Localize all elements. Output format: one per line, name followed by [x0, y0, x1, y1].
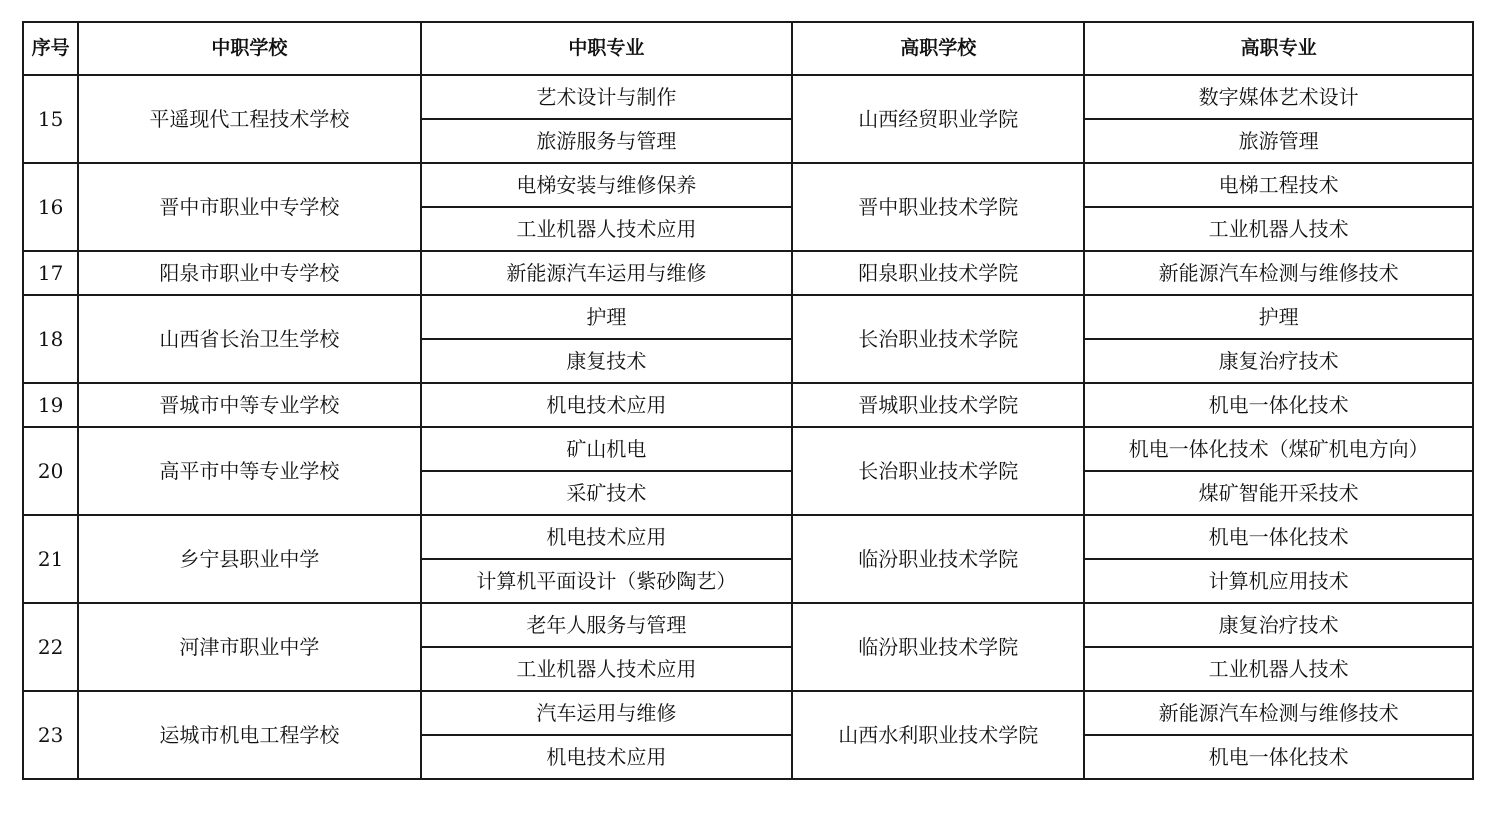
middle-school-cell: 乡宁县职业中学	[78, 515, 420, 603]
middle-school-cell: 高平市中等专业学校	[78, 427, 420, 515]
higher-school-cell: 长治职业技术学院	[792, 427, 1084, 515]
higher-school-cell: 长治职业技术学院	[792, 295, 1084, 383]
table-row	[23, 515, 1473, 559]
middle-major-cell: 机电技术应用	[421, 735, 793, 779]
middle-major-cell: 康复技术	[421, 339, 793, 383]
middle-school-cell: 山西省长治卫生学校	[78, 295, 420, 383]
middle-major-cell: 艺术设计与制作	[421, 75, 793, 119]
higher-school-cell: 阳泉职业技术学院	[792, 251, 1084, 295]
serial-no-cell: 15	[23, 75, 78, 163]
serial-no-cell: 18	[23, 295, 78, 383]
table-body	[23, 75, 1473, 779]
middle-major-cell: 工业机器人技术应用	[421, 207, 793, 251]
middle-school-cell: 平遥现代工程技术学校	[78, 75, 420, 163]
middle-school-cell: 晋城市中等专业学校	[78, 383, 420, 427]
header-middle-major: 中职专业	[421, 22, 793, 75]
middle-major-cell: 采矿技术	[421, 471, 793, 515]
header-higher-school: 高职学校	[792, 22, 1084, 75]
middle-major-cell: 机电技术应用	[421, 515, 793, 559]
serial-no-cell: 23	[23, 691, 78, 779]
higher-major-cell: 工业机器人技术	[1084, 207, 1473, 251]
middle-major-cell: 电梯安装与维修保养	[421, 163, 793, 207]
header-higher-major: 高职专业	[1084, 22, 1473, 75]
table-row	[23, 251, 1473, 295]
middle-major-cell: 计算机平面设计（紫砂陶艺）	[421, 559, 793, 603]
middle-major-cell: 护理	[421, 295, 793, 339]
middle-major-cell: 老年人服务与管理	[421, 603, 793, 647]
serial-no-cell: 22	[23, 603, 78, 691]
table-row	[23, 383, 1473, 427]
middle-major-cell: 矿山机电	[421, 427, 793, 471]
middle-school-cell: 运城市机电工程学校	[78, 691, 420, 779]
school-major-table	[22, 21, 1474, 780]
higher-major-cell: 新能源汽车检测与维修技术	[1084, 691, 1473, 735]
higher-major-cell: 煤矿智能开采技术	[1084, 471, 1473, 515]
higher-major-cell: 旅游管理	[1084, 119, 1473, 163]
higher-major-cell: 新能源汽车检测与维修技术	[1084, 251, 1473, 295]
table-row	[23, 75, 1473, 119]
table-row	[23, 691, 1473, 735]
higher-major-cell: 工业机器人技术	[1084, 647, 1473, 691]
middle-major-cell: 工业机器人技术应用	[421, 647, 793, 691]
higher-major-cell: 机电一体化技术	[1084, 515, 1473, 559]
header-serial-no: 序号	[23, 22, 78, 75]
middle-major-cell: 旅游服务与管理	[421, 119, 793, 163]
higher-school-cell: 山西经贸职业学院	[792, 75, 1084, 163]
middle-school-cell: 晋中市职业中专学校	[78, 163, 420, 251]
serial-no-cell: 16	[23, 163, 78, 251]
higher-major-cell: 机电一体化技术	[1084, 383, 1473, 427]
middle-major-cell: 机电技术应用	[421, 383, 793, 427]
higher-school-cell: 临汾职业技术学院	[792, 515, 1084, 603]
higher-major-cell: 计算机应用技术	[1084, 559, 1473, 603]
higher-major-cell: 机电一体化技术	[1084, 735, 1473, 779]
higher-major-cell: 康复治疗技术	[1084, 339, 1473, 383]
table-row	[23, 163, 1473, 207]
serial-no-cell: 20	[23, 427, 78, 515]
table-row	[23, 427, 1473, 471]
higher-major-cell: 数字媒体艺术设计	[1084, 75, 1473, 119]
higher-major-cell: 护理	[1084, 295, 1473, 339]
higher-school-cell: 晋城职业技术学院	[792, 383, 1084, 427]
middle-school-cell: 河津市职业中学	[78, 603, 420, 691]
header-middle-school: 中职学校	[78, 22, 420, 75]
higher-school-cell: 临汾职业技术学院	[792, 603, 1084, 691]
serial-no-cell: 21	[23, 515, 78, 603]
serial-no-cell: 19	[23, 383, 78, 427]
higher-major-cell: 康复治疗技术	[1084, 603, 1473, 647]
serial-no-cell: 17	[23, 251, 78, 295]
table-row	[23, 603, 1473, 647]
middle-school-cell: 阳泉市职业中专学校	[78, 251, 420, 295]
higher-major-cell: 机电一体化技术（煤矿机电方向）	[1084, 427, 1473, 471]
header-row	[23, 22, 1473, 75]
middle-major-cell: 新能源汽车运用与维修	[421, 251, 793, 295]
higher-school-cell: 山西水利职业技术学院	[792, 691, 1084, 779]
higher-major-cell: 电梯工程技术	[1084, 163, 1473, 207]
middle-major-cell: 汽车运用与维修	[421, 691, 793, 735]
higher-school-cell: 晋中职业技术学院	[792, 163, 1084, 251]
table-row	[23, 295, 1473, 339]
